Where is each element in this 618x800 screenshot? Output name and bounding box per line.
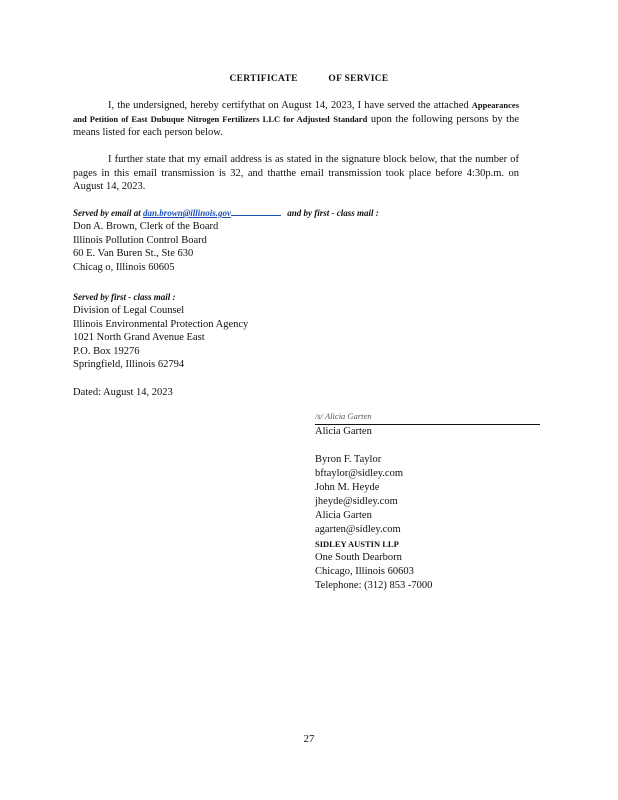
clerk-email-link[interactable]: dan.brown@illinois.gov [142, 208, 231, 218]
counsel-line-5: Alicia Garten [315, 510, 372, 521]
title-word-1: CERTIFICATE [229, 74, 298, 84]
service-list-mail [73, 291, 248, 372]
service-method-mail: Served by first - class mail : [73, 292, 176, 302]
counsel-line-4: jheyde@sidley.com [315, 496, 398, 507]
email-statement-text: I further state that my email address is as stated in the signature block below, that the number of pages in this email transmission is 32, and thatthe email transmission took place before 4:30p.m. on August 14, 2023. [73, 154, 519, 192]
recipient-line-2: Illinois Environmental Protection Agency [73, 318, 249, 330]
signer-name: Alicia Garten [315, 426, 372, 437]
recipient-line-4: P.O. Box 19276 [73, 345, 140, 357]
signature-block [315, 411, 540, 593]
dated-line: Dated: August 14, 2023 [73, 387, 173, 398]
service-method-email [73, 207, 379, 220]
link-underline [231, 215, 281, 216]
service-method-b: and by first - class mail : [287, 208, 379, 218]
email-statement-paragraph [73, 153, 519, 194]
signature-line: /s/ Alicia Garten [315, 411, 540, 425]
address-line-2: Chicago, Illinois 60603 [315, 566, 414, 577]
title-word-2: OF SERVICE [328, 74, 389, 84]
document-name-a: Appearances and Petition of East Dubuque Nitrogen Fertilizers LLC for Adjusted [73, 100, 520, 124]
telephone-line: Telephone: (312) 853 -7000 [315, 580, 433, 591]
service-method-a: Served by email at [73, 208, 141, 218]
recipient-line-4: Chicag o, Illinois 60605 [73, 261, 175, 273]
counsel-line-2: bftaylor@sidley.com [315, 468, 404, 479]
counsel-line-3: John M. Heyde [315, 482, 380, 493]
certification-text-b: upon the following persons by the means listed for each person below. [73, 113, 519, 138]
page-title [0, 74, 618, 84]
recipient-line-1: Don A. Brown, Clerk of the Board [73, 221, 219, 232]
law-firm-name: SIDLEY AUSTIN LLP [315, 539, 399, 549]
recipient-line-5: Springfield, Illinois 62794 [73, 359, 185, 370]
counsel-line-6: agarten@sidley.com [315, 524, 401, 535]
certification-text-a: I, the undersigned, hereby certifythat on August 14, 2023, I have served the attached [108, 100, 469, 111]
service-list-email [73, 207, 379, 274]
counsel-line-1: Byron F. Taylor [315, 454, 382, 465]
recipient-line-3: 60 E. Van Buren St., Ste 630 [73, 248, 194, 259]
recipient-line-3: 1021 North Grand Avenue East [73, 332, 205, 343]
certification-paragraph [73, 99, 519, 140]
recipient-line-2: Illinois Pollution Control Board [73, 234, 207, 246]
page-number: 27 [303, 733, 315, 745]
recipient-line-1: Division of Legal Counsel [73, 305, 185, 316]
document-name-b: Standard [333, 113, 368, 124]
address-line-1: One South Dearborn [315, 552, 402, 563]
